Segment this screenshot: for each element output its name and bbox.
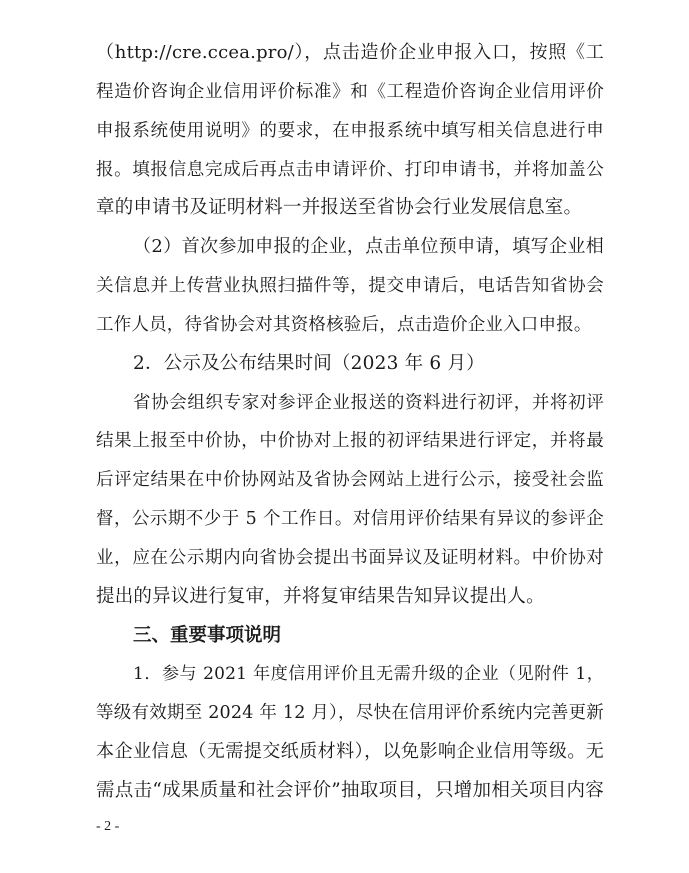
text-line: 需点击“成果质量和社会评价”抽取项目，只增加相关项目内容 [96, 780, 604, 801]
text-line: 报。填报信息完成后再点击申请评价、打印申请书，并将加盖公 [96, 160, 604, 180]
text-line: 后评定结果在中价协网站及省协会网站上进行公示，接受社会监 [96, 470, 604, 490]
text-line: 程造价咨询企业信用评价标准》和《工程造价咨询企业信用评价 [96, 82, 604, 102]
text-line: 章的申请书及证明材料一并报送至省协会行业发展信息室。 [96, 197, 583, 218]
page-number: - 2 - [96, 819, 120, 834]
text-line: 等级有效期至 2024 年 12 月），尽快在信用评价系统内完善更新 [96, 703, 604, 723]
text-line: 结果上报至中价协，中价协对上报的初评结果进行评定，并将最 [96, 431, 604, 451]
section-heading: 三、重要事项说明 [133, 625, 282, 646]
text-line: 督，公示期不少于 5 个工作日。对信用评价结果有异议的参评企 [96, 509, 604, 529]
text-line: （http://cre.ccea.pro/），点击造价企业申报入口，按照《工 [96, 42, 604, 63]
text-line: 1．参与 2021 年度信用评价且无需升级的企业（见附件 1， [133, 664, 604, 684]
text-line: 关信息并上传营业执照扫描件等，提交申请后，电话告知省协会 [96, 276, 604, 296]
text-line: 申报系统使用说明》的要求，在申报系统中填写相关信息进行申 [96, 121, 604, 141]
text-line: 工作人员，待省协会对其资格核验后，点击造价企业入口申报。 [96, 315, 592, 335]
text-line: 业，应在公示期内向省协会提出书面异议及证明材料。中价协对 [96, 548, 604, 568]
text-line: 提出的异议进行复审，并将复审结果告知异议提出人。 [96, 586, 545, 607]
text-line: 省协会组织专家对参评企业报送的资料进行初评，并将初评 [133, 393, 604, 413]
text-line: 本企业信息（无需提交纸质材料），以免影响企业信用等级。无 [96, 741, 604, 762]
text-line: （2）首次参加申报的企业，点击单位预申请，填写企业相 [133, 236, 604, 257]
section-subheading: 2．公示及公布结果时间（2023 年 6 月） [133, 353, 485, 374]
